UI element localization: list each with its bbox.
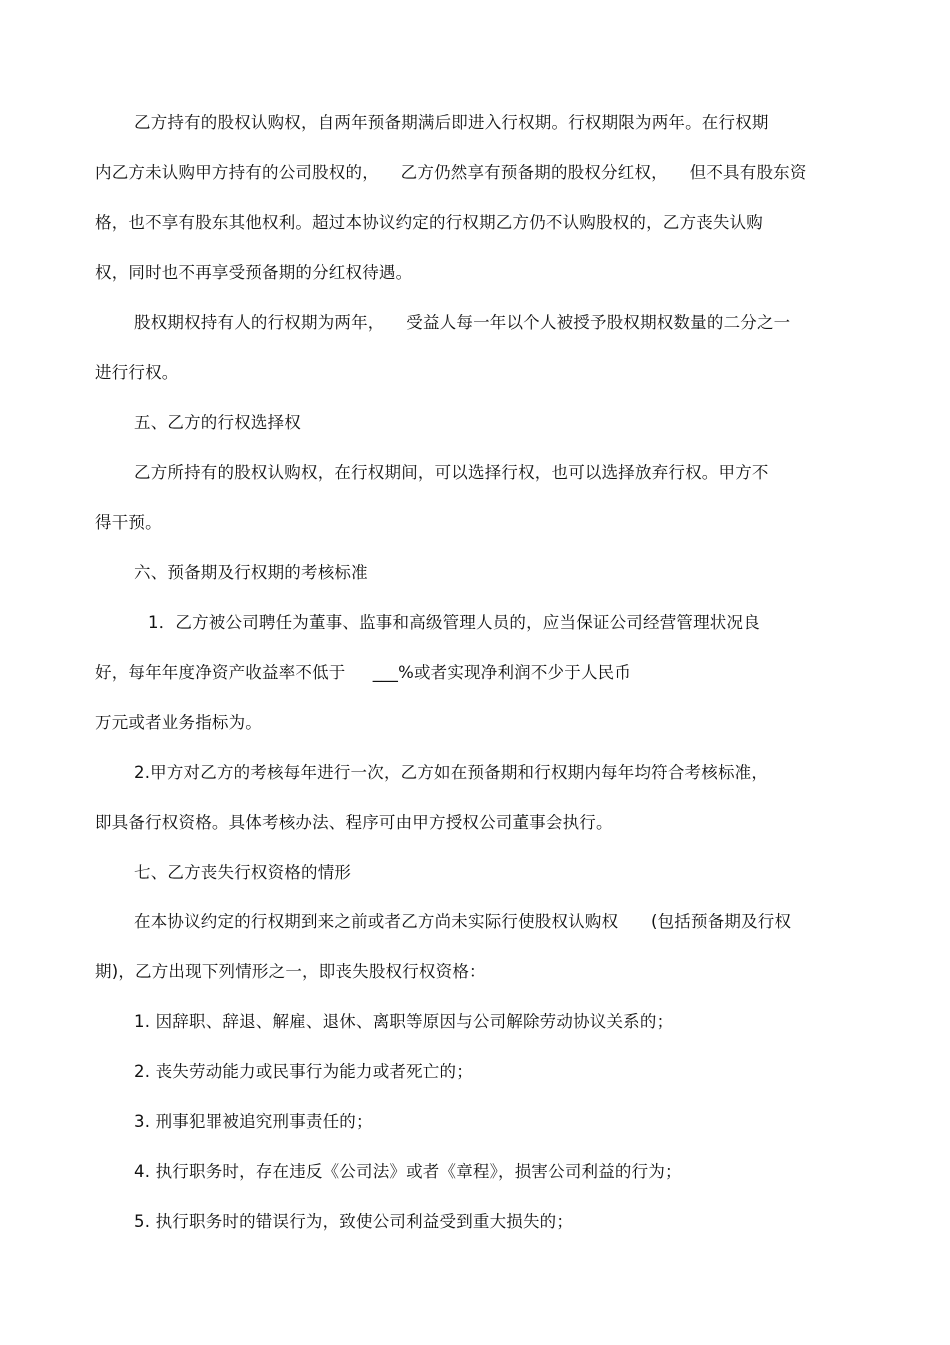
list-item: 3. 刑事犯罪被追究刑事责任的； — [134, 1112, 373, 1131]
paragraph-line: 乙方持有的股权认购权，自两年预备期满后即进入行权期。行权期限为两年。在行权期 — [134, 113, 769, 132]
section-heading: 六、预备期及行权期的考核标准 — [134, 563, 368, 582]
section-heading: 五、乙方的行权选择权 — [134, 413, 301, 432]
paragraph-line: 股权期权持有人的行权期为两年， 受益人每一年以个人被授予股权期权数量的二分之一 — [134, 313, 791, 332]
paragraph-line: 权，同时也不再享受预备期的分红权待遇。 — [95, 263, 413, 282]
paragraph-line: 在本协议约定的行权期到来之前或者乙方尚未实际行使股权认购权 (包括预备期及行权 — [134, 912, 792, 931]
list-item: 2. 丧失劳动能力或民事行为能力或者死亡的； — [134, 1062, 473, 1081]
paragraph-line: 内乙方未认购甲方持有的公司股权的， 乙方仍然享有预备期的股权分红权， 但不具有股东资 — [95, 163, 807, 182]
paragraph-line: 即具备行权资格。具体考核办法、程序可由甲方授权公司董事会执行。 — [95, 813, 613, 832]
list-item: 1. 因辞职、辞退、解雇、退休、离职等原因与公司解除劳动协议关系的； — [134, 1012, 674, 1031]
list-item: 5. 执行职务时的错误行为，致使公司利益受到重大损失的； — [134, 1212, 574, 1231]
paragraph-line: 1．乙方被公司聘任为董事、监事和高级管理人员的，应当保证公司经营管理状况良 — [148, 613, 760, 632]
paragraph-line: 格，也不享有股东其他权利。超过本协议约定的行权期乙方仍不认购股权的，乙方丧失认购 — [95, 213, 763, 232]
section-heading: 七、乙方丧失行权资格的情形 — [134, 863, 352, 882]
paragraph-line: 好，每年年度净资产收益率不低于 ___%或者实现净利润不少于人民币 — [95, 663, 632, 682]
list-item: 4. 执行职务时，存在违反《公司法》或者《章程》，损害公司利益的行为； — [134, 1162, 682, 1181]
paragraph-line: 2.甲方对乙方的考核每年进行一次，乙方如在预备期和行权期内每年均符合考核标准， — [134, 763, 769, 782]
paragraph-line: 乙方所持有的股权认购权，在行权期间，可以选择行权，也可以选择放弃行权。甲方不 — [134, 463, 769, 482]
paragraph-line: 得干预。 — [95, 513, 162, 532]
paragraph-line: 万元或者业务指标为。 — [95, 713, 262, 732]
paragraph-line: 期)，乙方出现下列情形之一，即丧失股权行权资格： — [95, 962, 486, 981]
paragraph-line: 进行行权。 — [95, 363, 179, 382]
